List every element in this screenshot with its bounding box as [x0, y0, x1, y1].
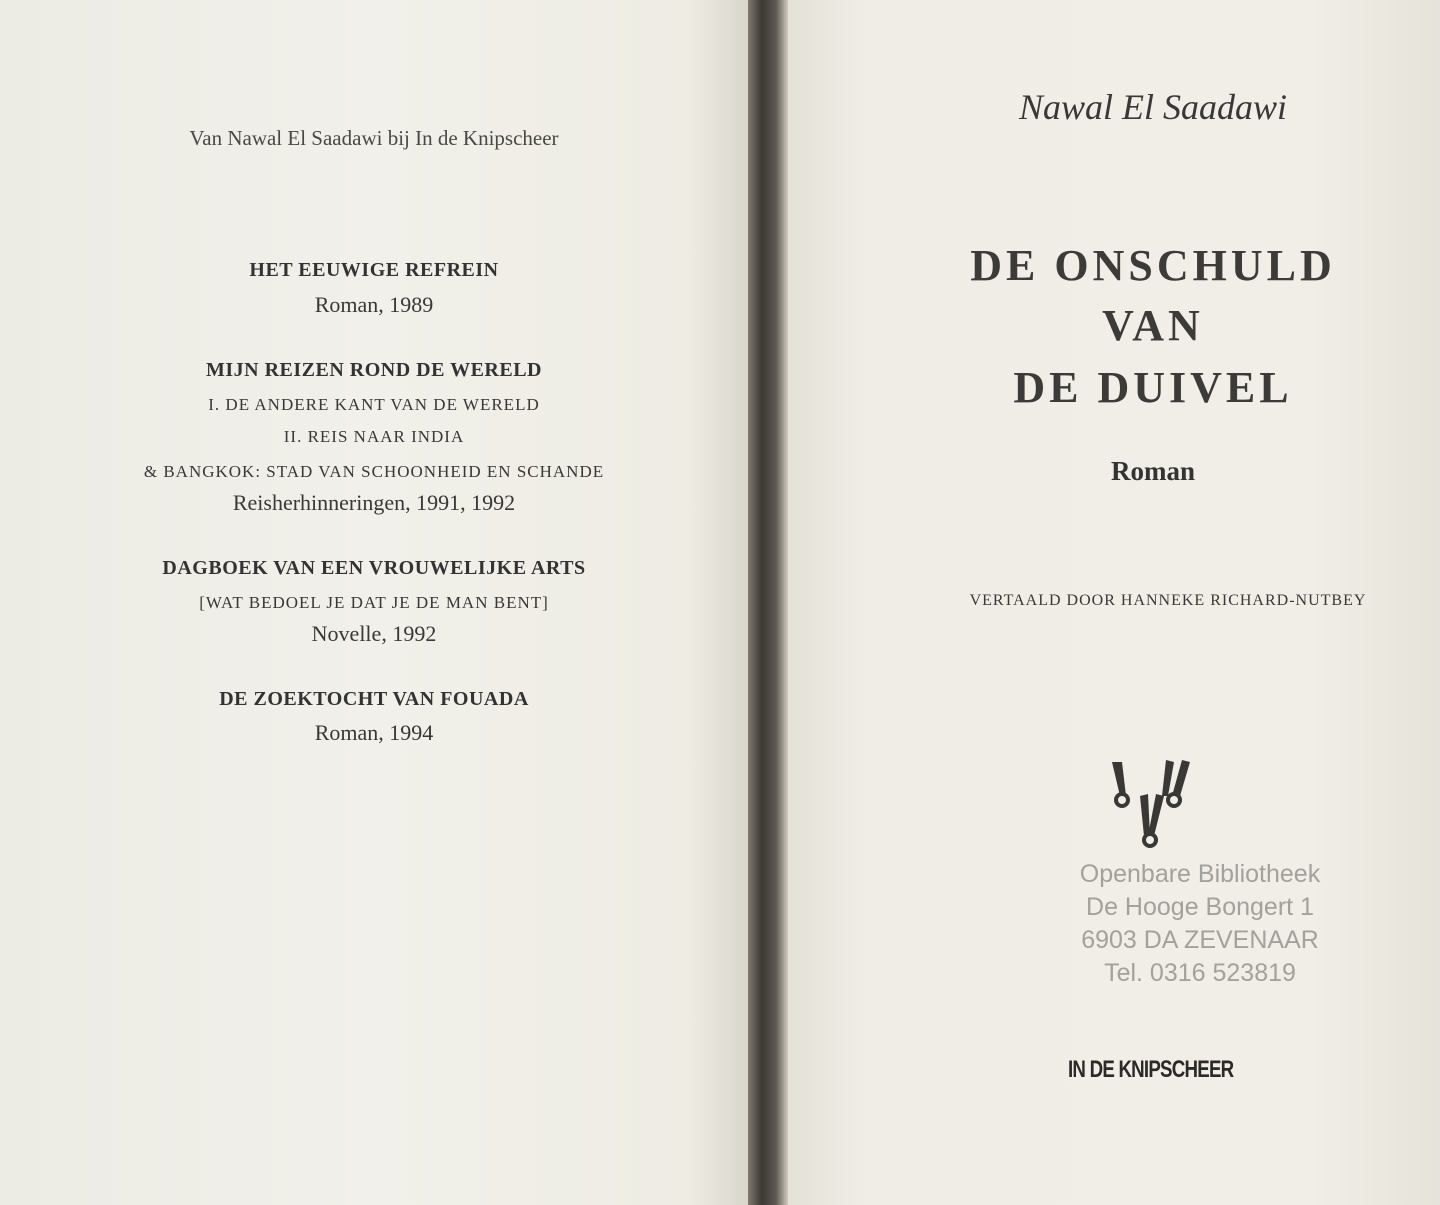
library-stamp-line: De Hooge Bongert 1: [1086, 893, 1314, 921]
publisher-logo: IN DE KNIPSCHEER: [1068, 1056, 1234, 1083]
library-stamp-line: Openbare Bibliotheek: [1079, 860, 1321, 888]
bibliography-heading: Van Nawal El Saadawi bij In de Knipscheer: [189, 126, 559, 150]
book-title: DAGBOEK VAN EEN VROUWELIJKE ARTS: [162, 557, 586, 579]
publisher-logo-icon: [1112, 758, 1202, 858]
book-subtitle: II. REIS NAAR INDIA: [283, 427, 465, 446]
book-title-line: DE ONSCHULD: [970, 241, 1336, 290]
book-detail: Reisherhinneringen, 1991, 1992: [232, 490, 516, 515]
library-stamp-line: 6903 DA ZEVENAAR: [1081, 926, 1319, 954]
author-name: Nawal El Saadawi: [1018, 87, 1288, 127]
book-detail: Novelle, 1992: [311, 621, 437, 646]
book-gutter: [748, 0, 788, 1205]
book-title-line: VAN: [1102, 301, 1204, 350]
book-subtitle: & BANGKOK: STAD VAN SCHOONHEID EN SCHANDE: [143, 462, 605, 481]
translator-credit: VERTAALD DOOR HANNEKE RICHARD-NUTBEY: [969, 592, 1367, 609]
library-stamp-line: Tel. 0316 523819: [1104, 959, 1296, 987]
book-title-line: DE DUIVEL: [1013, 363, 1293, 412]
book-title: HET EEUWIGE REFREIN: [249, 259, 499, 281]
genre-label: Roman: [1110, 456, 1195, 486]
book-detail: Roman, 1989: [314, 292, 434, 317]
book-detail: Roman, 1994: [314, 720, 434, 745]
book-title: MIJN REIZEN ROND DE WERELD: [205, 359, 542, 381]
book-subtitle: I. DE ANDERE KANT VAN DE WERELD: [208, 395, 540, 414]
book-title: DE ZOEKTOCHT VAN FOUADA: [219, 688, 529, 710]
book-subtitle: [WAT BEDOEL JE DAT JE DE MAN BENT]: [199, 593, 549, 612]
